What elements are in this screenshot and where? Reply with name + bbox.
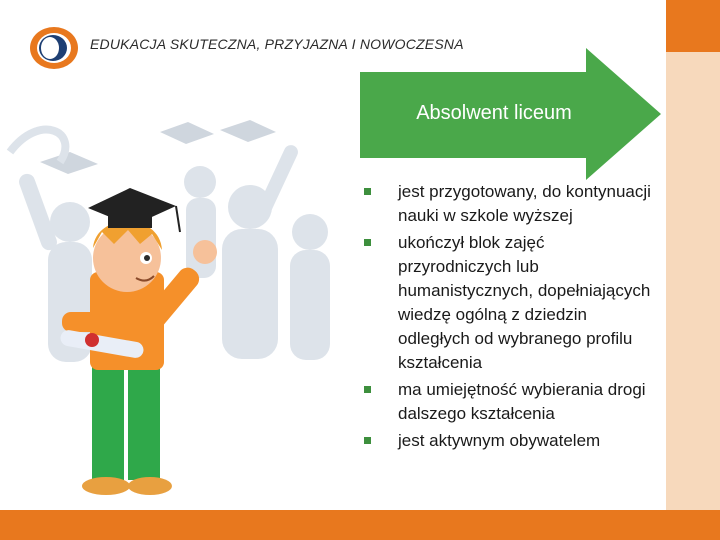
- orange-corner-block: [666, 0, 720, 52]
- footer-corner: [666, 510, 720, 540]
- side-accent-strip: [666, 52, 720, 540]
- bullet-text: jest przygotowany, do kontynuacji nauki w szkole wyższej: [398, 182, 651, 225]
- square-bullet-icon: [364, 437, 371, 444]
- list-item: [362, 180, 662, 228]
- arrow-label: Absolwent liceum: [416, 102, 572, 124]
- header-title: EDUKACJA SKUTECZNA, PRZYJAZNA I NOWOCZESNA: [90, 36, 464, 52]
- square-bullet-icon: [364, 386, 371, 393]
- bullet-text: ukończył blok zajęć przyrodniczych lub humanistycznych, dopełniających wiedzę ogólną z dziedzin odległych od wybranego profilu kształcenia: [398, 233, 651, 372]
- bullet-text: ma umiejętność wybierania drogi dalszego kształcenia: [398, 380, 646, 423]
- list-item: [362, 429, 662, 453]
- square-bullet-icon: [364, 188, 371, 195]
- list-item: [362, 231, 662, 375]
- footer-bar: [0, 510, 666, 540]
- list-item: [362, 378, 662, 426]
- bullet-list: [362, 180, 662, 456]
- bullet-text: jest aktywnym obywatelem: [398, 431, 601, 450]
- orange-ring-logo-icon: [28, 24, 80, 72]
- square-bullet-icon: [364, 239, 371, 246]
- graduate-cartoon-illustration: [0, 112, 380, 510]
